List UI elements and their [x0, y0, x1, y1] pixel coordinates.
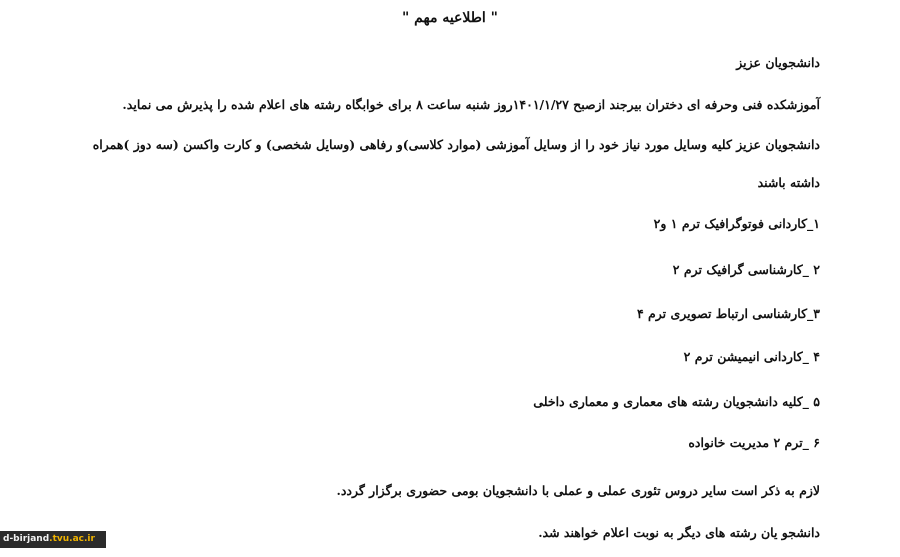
paragraph-admission: آموزشکده فنی وحرفه ای دختران بیرجند ازصبح ۱۴۰۱/۱/۲۷روز شنبه ساعت ۸ برای خوابگاه رشته های اعلام شده را پذیرش می نماید. [122, 97, 820, 112]
list-item: ۲ _کارشناسی گرافیک ترم ۲ [672, 262, 820, 277]
site-watermark [0, 531, 106, 548]
list-item: ۵ _کلیه دانشجویان رشته های معماری و معماری داخلی [533, 394, 820, 409]
list-item: ۳_کارشناسی ارتباط تصویری ترم ۴ [636, 306, 820, 321]
list-item: ۱_کاردانی فوتوگرافیک ترم ۱ و۲ [653, 216, 820, 231]
notice-title: " اطلاعیه مهم " [402, 10, 498, 26]
salutation: دانشجویان عزیز [736, 55, 820, 70]
watermark-prefix: d-birjand [3, 534, 50, 544]
paragraph-belongings-line-2: داشته باشند [757, 175, 820, 190]
paragraph-belongings-line-1: دانشجویان عزیز کلیه وسایل مورد نیاز خود را از وسایل آموزشی (موارد کلاسی)و رفاهی (وسایل شخصی) و کارت واکسن (سه دوز )همراه [92, 137, 820, 152]
paragraph-classes-note: لازم به ذکر است سایر دروس تئوری عملی و عملی با دانشجویان بومی حضوری برگزار گردد. [336, 483, 820, 498]
watermark-suffix: .tvu.ac.ir [49, 534, 95, 544]
list-item: ۴ _کاردانی انیمیشن ترم ۲ [683, 349, 820, 364]
list-item: ۶ _ترم ۲ مدیریت خانواده [688, 435, 820, 450]
paragraph-other-fields: دانشجو یان رشته های دیگر به نوبت اعلام خواهند شد. [538, 525, 820, 540]
